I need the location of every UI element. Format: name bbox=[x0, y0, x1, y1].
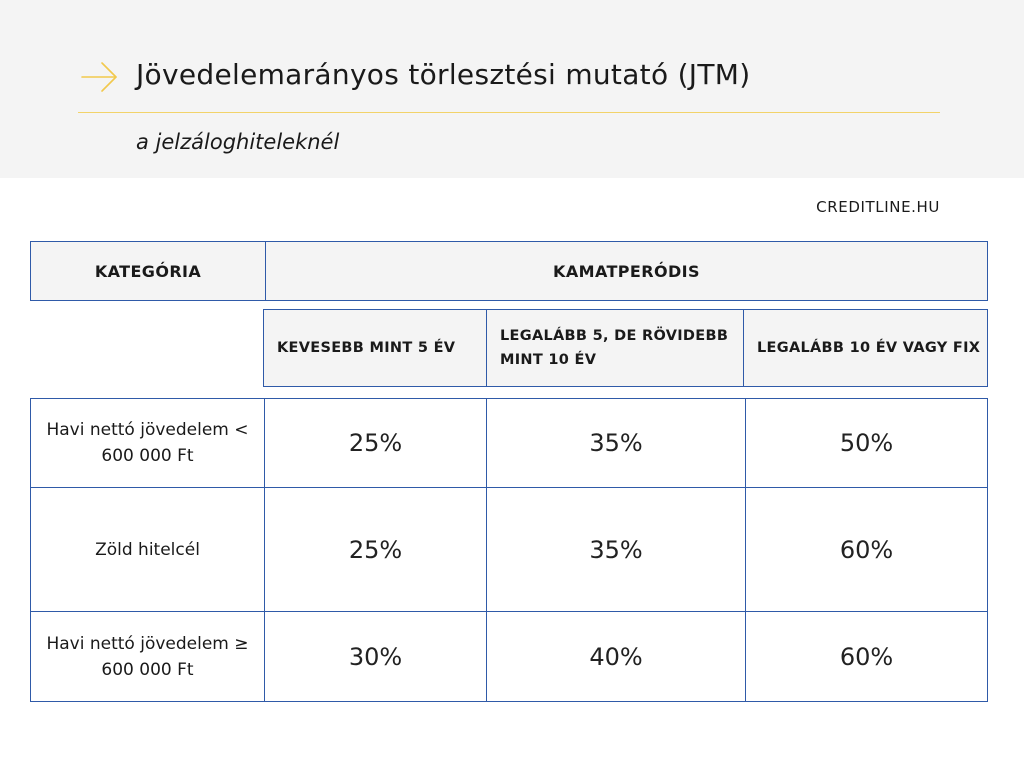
row-value: 35% bbox=[487, 488, 746, 612]
period-header-1: KEVESEBB MINT 5 ÉV bbox=[264, 310, 487, 386]
page-title: Jövedelemarányos törlesztési mutató (JTM) bbox=[136, 58, 751, 91]
row-category: Zöld hitelcél bbox=[31, 488, 265, 612]
brand-label: CREDITLINE.HU bbox=[816, 198, 940, 216]
row-value: 50% bbox=[746, 399, 988, 488]
period-subheader-row bbox=[263, 309, 988, 387]
title-divider bbox=[78, 112, 940, 113]
table-row bbox=[31, 612, 988, 702]
header-period: KAMATPERÓDIS bbox=[553, 261, 700, 281]
row-value: 25% bbox=[265, 399, 487, 488]
table-row bbox=[31, 488, 988, 612]
period-header-3: LEGALÁBB 10 ÉV VAGY FIX bbox=[757, 340, 981, 356]
period-header-2: LEGALÁBB 5, DE RÖVIDEBB MINT 10 ÉV bbox=[487, 310, 744, 386]
row-category: Havi nettó jövedelem ≥ 600 000 Ft bbox=[31, 612, 265, 702]
page-subtitle: a jelzáloghiteleknél bbox=[136, 130, 340, 154]
table-row bbox=[31, 399, 988, 488]
table-header-row bbox=[30, 241, 988, 301]
row-value: 30% bbox=[265, 612, 487, 702]
row-value: 25% bbox=[265, 488, 487, 612]
arrow-right-icon bbox=[80, 57, 120, 97]
jtm-table bbox=[30, 398, 988, 702]
row-value: 60% bbox=[746, 612, 988, 702]
row-value: 60% bbox=[746, 488, 988, 612]
row-value: 40% bbox=[487, 612, 746, 702]
row-value: 35% bbox=[487, 399, 746, 488]
header-band bbox=[0, 0, 1024, 178]
row-category: Havi nettó jövedelem < 600 000 Ft bbox=[31, 399, 265, 488]
header-category: KATEGÓRIA bbox=[31, 242, 266, 300]
